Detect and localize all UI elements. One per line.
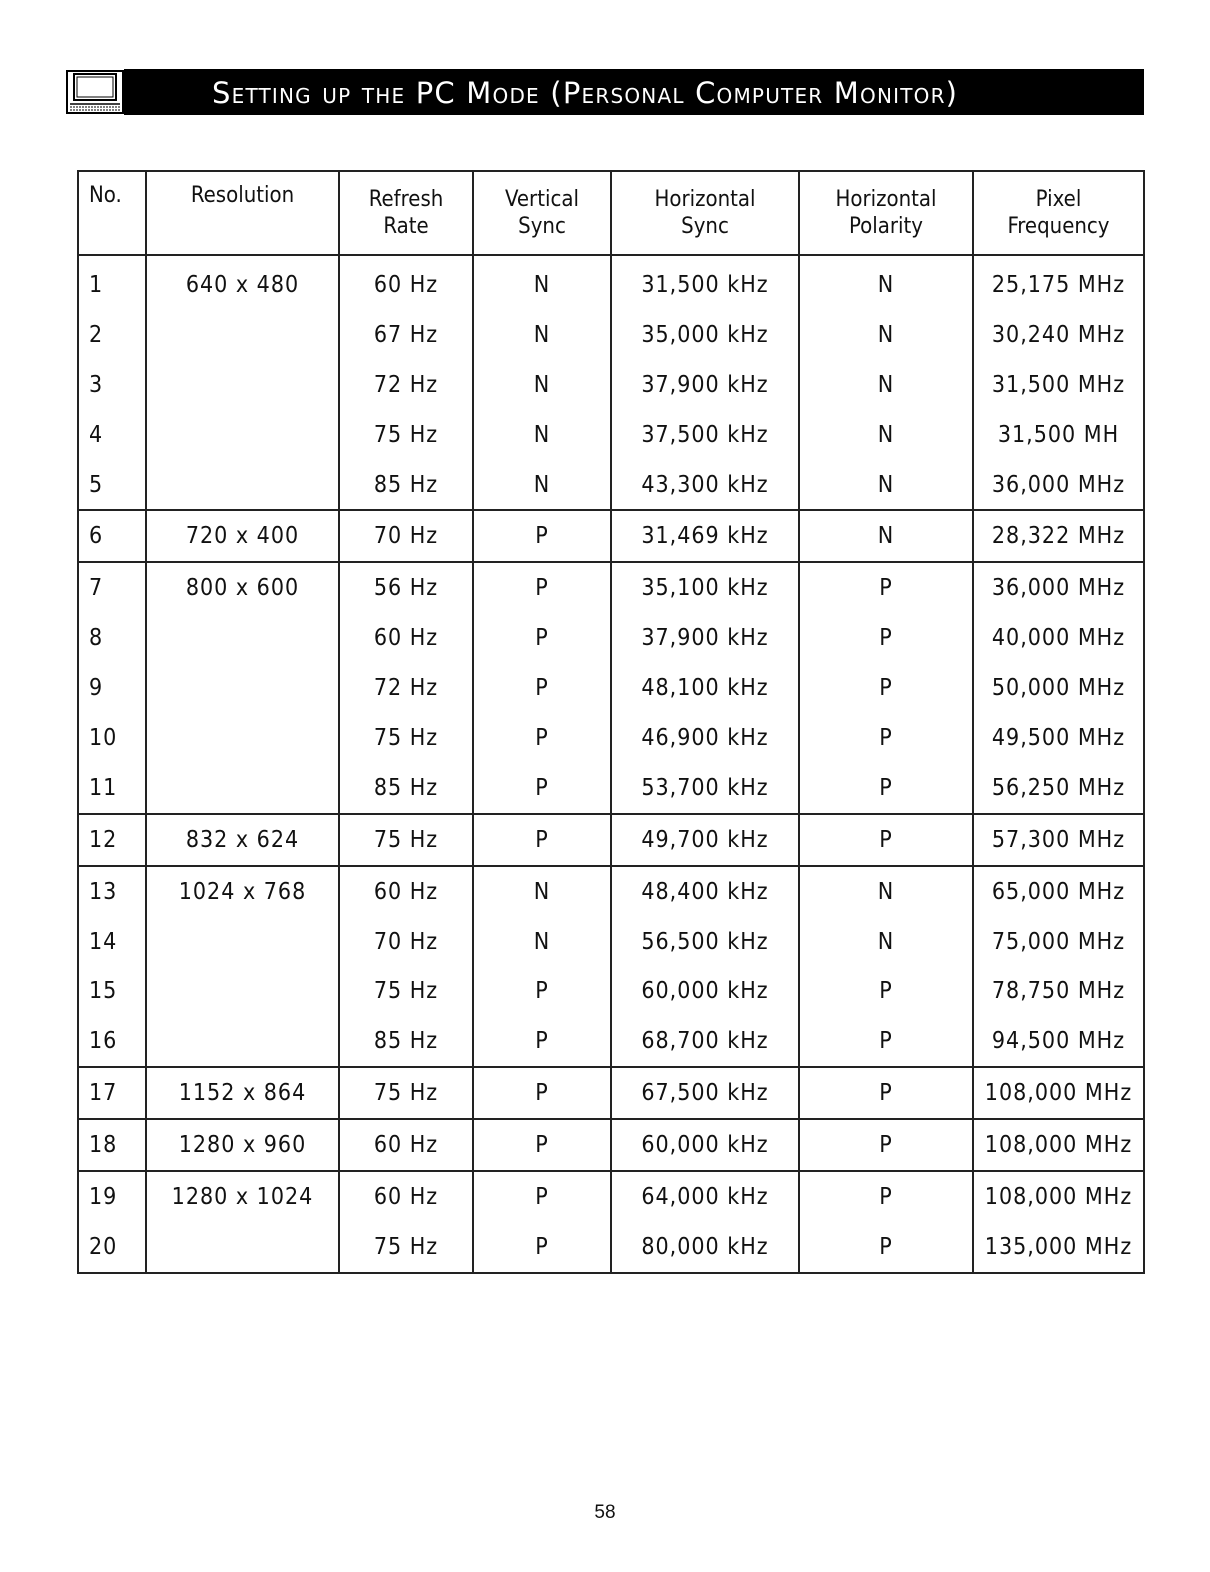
cell-horizontal-sync: 35,100 kHz [611,562,799,613]
page-number: 58 [594,1502,616,1523]
cell-resolution [146,663,339,713]
cell-resolution [146,966,339,1016]
cell-horizontal-sync: 60,000 kHz [611,966,799,1016]
cell-no: 5 [78,460,146,511]
cell-horizontal-polarity: P [799,1119,973,1171]
cell-refresh-rate: 60 Hz [339,866,473,917]
table-row [78,713,1144,763]
cell-horizontal-polarity: N [799,410,973,460]
cell-no: 17 [78,1067,146,1119]
cell-horizontal-sync: 53,700 kHz [611,763,799,814]
cell-horizontal-sync: 48,100 kHz [611,663,799,713]
cell-horizontal-polarity: N [799,310,973,360]
section-header-bar [66,69,1144,115]
cell-no: 2 [78,310,146,360]
table-row [78,613,1144,663]
table-row [78,410,1144,460]
cell-vertical-sync: N [473,310,611,360]
cell-no: 11 [78,763,146,814]
cell-refresh-rate: 75 Hz [339,1067,473,1119]
cell-vertical-sync: N [473,460,611,511]
cell-refresh-rate: 60 Hz [339,613,473,663]
cell-no: 13 [78,866,146,917]
cell-vertical-sync: P [473,763,611,814]
cell-refresh-rate: 72 Hz [339,663,473,713]
cell-vertical-sync: P [473,713,611,763]
table-row [78,1222,1144,1273]
cell-resolution [146,713,339,763]
table-row [78,360,1144,410]
table-row [78,917,1144,967]
cell-pixel-frequency: 49,500 MHz [973,713,1144,763]
table-row [78,814,1144,866]
cell-pixel-frequency: 56,250 MHz [973,763,1144,814]
cell-horizontal-sync: 68,700 kHz [611,1016,799,1067]
cell-horizontal-polarity: P [799,1222,973,1273]
cell-horizontal-sync: 35,000 kHz [611,310,799,360]
cell-vertical-sync: P [473,1222,611,1273]
cell-horizontal-sync: 49,700 kHz [611,814,799,866]
cell-horizontal-sync: 37,900 kHz [611,613,799,663]
cell-vertical-sync: N [473,360,611,410]
cell-resolution [146,1222,339,1273]
cell-vertical-sync: P [473,1067,611,1119]
cell-horizontal-polarity: P [799,1016,973,1067]
page-title: Setting up the PC Mode (Personal Computer Monitor) [212,76,959,110]
cell-resolution [146,310,339,360]
cell-horizontal-polarity: P [799,814,973,866]
cell-horizontal-sync: 80,000 kHz [611,1222,799,1273]
cell-horizontal-sync: 64,000 kHz [611,1171,799,1222]
cell-vertical-sync: P [473,1171,611,1222]
column-header-resolution: Resolution [146,171,339,255]
column-header-refresh-rate: Refresh Rate [339,171,473,255]
cell-horizontal-sync: 37,900 kHz [611,360,799,410]
cell-resolution [146,613,339,663]
table-row [78,866,1144,917]
column-header-no: No. [78,171,146,255]
table-row [78,460,1144,511]
cell-refresh-rate: 60 Hz [339,1171,473,1222]
cell-vertical-sync: P [473,562,611,613]
cell-resolution: 720 x 400 [146,510,339,562]
column-header-horizontal-polarity: Horizontal Polarity [799,171,973,255]
cell-vertical-sync: P [473,663,611,713]
column-header-horizontal-sync: Horizontal Sync [611,171,799,255]
cell-pixel-frequency: 36,000 MHz [973,460,1144,511]
table-body [78,255,1144,1273]
table-row [78,966,1144,1016]
cell-vertical-sync: P [473,613,611,663]
cell-horizontal-sync: 67,500 kHz [611,1067,799,1119]
cell-vertical-sync: N [473,255,611,310]
cell-resolution [146,763,339,814]
cell-vertical-sync: N [473,917,611,967]
cell-horizontal-sync: 60,000 kHz [611,1119,799,1171]
cell-pixel-frequency: 94,500 MHz [973,1016,1144,1067]
cell-pixel-frequency: 65,000 MHz [973,866,1144,917]
cell-horizontal-polarity: N [799,510,973,562]
cell-resolution [146,410,339,460]
cell-horizontal-sync: 37,500 kHz [611,410,799,460]
cell-no: 19 [78,1171,146,1222]
cell-refresh-rate: 75 Hz [339,1222,473,1273]
cell-pixel-frequency: 108,000 MHz [973,1171,1144,1222]
cell-vertical-sync: N [473,866,611,917]
cell-no: 14 [78,917,146,967]
cell-vertical-sync: P [473,966,611,1016]
cell-pixel-frequency: 108,000 MHz [973,1067,1144,1119]
cell-no: 8 [78,613,146,663]
cell-horizontal-polarity: P [799,1067,973,1119]
cell-pixel-frequency: 30,240 MHz [973,310,1144,360]
cell-horizontal-polarity: P [799,663,973,713]
cell-refresh-rate: 60 Hz [339,1119,473,1171]
cell-no: 12 [78,814,146,866]
cell-refresh-rate: 72 Hz [339,360,473,410]
cell-refresh-rate: 85 Hz [339,460,473,511]
table-row [78,310,1144,360]
cell-refresh-rate: 75 Hz [339,713,473,763]
cell-resolution: 800 x 600 [146,562,339,613]
table-row [78,1119,1144,1171]
cell-no: 3 [78,360,146,410]
cell-no: 9 [78,663,146,713]
cell-resolution: 1024 x 768 [146,866,339,917]
cell-horizontal-sync: 43,300 kHz [611,460,799,511]
cell-resolution: 832 x 624 [146,814,339,866]
cell-refresh-rate: 70 Hz [339,510,473,562]
cell-horizontal-polarity: N [799,460,973,511]
cell-no: 6 [78,510,146,562]
cell-horizontal-polarity: P [799,966,973,1016]
cell-horizontal-sync: 31,500 kHz [611,255,799,310]
cell-resolution [146,360,339,410]
cell-horizontal-sync: 48,400 kHz [611,866,799,917]
table-row [78,510,1144,562]
cell-pixel-frequency: 40,000 MHz [973,613,1144,663]
cell-resolution [146,917,339,967]
cell-horizontal-polarity: P [799,713,973,763]
cell-pixel-frequency: 78,750 MHz [973,966,1144,1016]
cell-horizontal-polarity: N [799,866,973,917]
table-row [78,1171,1144,1222]
cell-refresh-rate: 75 Hz [339,966,473,1016]
table-row [78,1067,1144,1119]
cell-horizontal-polarity: N [799,360,973,410]
cell-vertical-sync: P [473,1016,611,1067]
column-header-vertical-sync: Vertical Sync [473,171,611,255]
cell-no: 10 [78,713,146,763]
cell-no: 1 [78,255,146,310]
cell-refresh-rate: 67 Hz [339,310,473,360]
cell-vertical-sync: P [473,814,611,866]
cell-resolution [146,1016,339,1067]
cell-no: 18 [78,1119,146,1171]
table-row [78,255,1144,310]
cell-horizontal-sync: 31,469 kHz [611,510,799,562]
cell-resolution [146,460,339,511]
cell-pixel-frequency: 31,500 MH [973,410,1144,460]
cell-resolution: 1280 x 960 [146,1119,339,1171]
cell-pixel-frequency: 25,175 MHz [973,255,1144,310]
cell-horizontal-polarity: P [799,1171,973,1222]
cell-horizontal-sync: 56,500 kHz [611,917,799,967]
cell-horizontal-polarity: P [799,763,973,814]
cell-refresh-rate: 75 Hz [339,410,473,460]
cell-vertical-sync: P [473,510,611,562]
cell-pixel-frequency: 135,000 MHz [973,1222,1144,1273]
cell-pixel-frequency: 108,000 MHz [973,1119,1144,1171]
column-header-pixel-frequency: Pixel Frequency [973,171,1144,255]
cell-pixel-frequency: 36,000 MHz [973,562,1144,613]
cell-no: 4 [78,410,146,460]
cell-refresh-rate: 75 Hz [339,814,473,866]
table-row [78,562,1144,613]
cell-vertical-sync: N [473,410,611,460]
table-row [78,663,1144,713]
cell-refresh-rate: 70 Hz [339,917,473,967]
cell-refresh-rate: 85 Hz [339,763,473,814]
cell-resolution: 640 x 480 [146,255,339,310]
cell-pixel-frequency: 75,000 MHz [973,917,1144,967]
table-row [78,1016,1144,1067]
cell-pixel-frequency: 28,322 MHz [973,510,1144,562]
cell-vertical-sync: P [473,1119,611,1171]
cell-refresh-rate: 56 Hz [339,562,473,613]
cell-refresh-rate: 60 Hz [339,255,473,310]
cell-pixel-frequency: 31,500 MHz [973,360,1144,410]
table-row [78,763,1144,814]
cell-resolution: 1280 x 1024 [146,1171,339,1222]
cell-horizontal-polarity: P [799,562,973,613]
table-header-row [78,171,1144,255]
cell-refresh-rate: 85 Hz [339,1016,473,1067]
pc-mode-table [77,170,1143,1274]
cell-resolution: 1152 x 864 [146,1067,339,1119]
cell-horizontal-polarity: N [799,917,973,967]
cell-no: 20 [78,1222,146,1273]
cell-pixel-frequency: 50,000 MHz [973,663,1144,713]
cell-no: 15 [78,966,146,1016]
cell-no: 7 [78,562,146,613]
cell-no: 16 [78,1016,146,1067]
cell-horizontal-polarity: N [799,255,973,310]
cell-horizontal-polarity: P [799,613,973,663]
cell-pixel-frequency: 57,300 MHz [973,814,1144,866]
monitor-icon [66,69,124,115]
cell-horizontal-sync: 46,900 kHz [611,713,799,763]
